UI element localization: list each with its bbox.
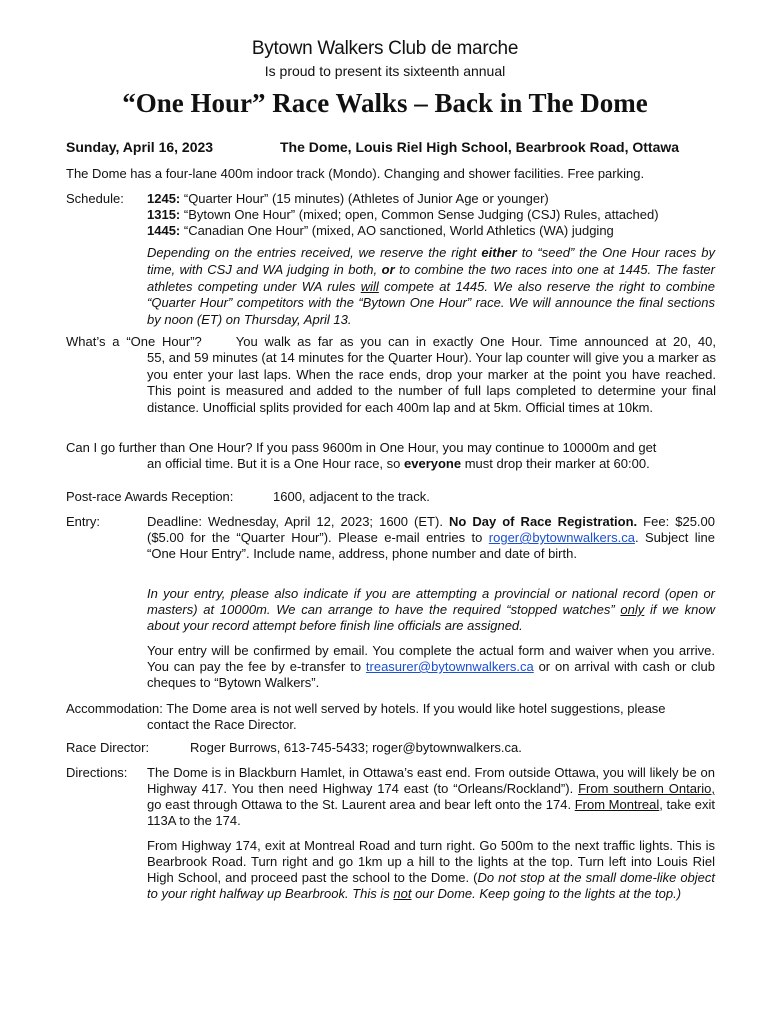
further-body: an official time. But it is a One Hour race, so everyone must drop their marker at 60:00. bbox=[147, 456, 650, 471]
awards-value: 1600, adjacent to the track. bbox=[273, 489, 430, 504]
record-note: In your entry, please also indicate if you are attempting a provincial or national record (open or masters) at 10000m. We can arrange to have the required “stopped watches” only if we know about your record attempt before finish line officials are assigned. bbox=[147, 586, 715, 633]
schedule-time: 1315: bbox=[147, 207, 181, 222]
entry-details: Deadline: Wednesday, April 12, 2023; 1600 (ET). No Day of Race Registration. Fee: $25.00 ($5.00 for the “Quarter Hour”). Please e-mail entries to roger@bytownwalkers.ca. Subject line “One Hour Entry”. Include name, address, phone number and date of birth. bbox=[147, 514, 715, 561]
accommodation-body: contact the Race Director. bbox=[147, 717, 297, 732]
directions-label: Directions: bbox=[66, 765, 128, 780]
further-first-line: Can I go further than One Hour? If you pass 9600m in One Hour, you may continue to 10000m and get bbox=[66, 440, 657, 455]
what-body: 55, and 59 minutes (at 14 minutes for the Quarter Hour). Your lap counter will give you a marker as you enter your last laps. When the race ends, drop your marker at the point you have reached. This point is measured and added to the number of full laps completed to determine your final distance. Unofficial splits provided for each 400m lap and at 5km. Official times at 10km. bbox=[147, 350, 716, 415]
schedule-list bbox=[147, 191, 717, 239]
schedule-text: “Canadian One Hour” (mixed, AO sanctioned, World Athletics (WA) judging bbox=[180, 223, 614, 238]
entry-confirmation: Your entry will be confirmed by email. You complete the actual form and waiver when you arrive. You can pay the fee by e-transfer to treasurer@bytownwalkers.ca or on arrival with cash or club cheques to “Bytown Walkers”. bbox=[147, 643, 715, 690]
schedule-note: Depending on the entries received, we reserve the right either to “seed” the One Hour races by time, with CSJ and WA judging in both, or to combine the two races into one at 1445. The faster athletes competing under WA rules will compete at 1445. We also reserve the right to combine “Quarter Hour” competitors with the “Bytown One Hour” race. We will announce the final sections by noon (ET) on Thursday, April 13. bbox=[147, 245, 715, 328]
director-label: Race Director: bbox=[66, 740, 150, 755]
schedule-text: “Bytown One Hour” (mixed; open, Common Sense Judging (CSJ) Rules, attached) bbox=[180, 207, 659, 222]
accommodation-first-line: Accommodation: The Dome area is not well served by hotels. If you would like hotel suggestions, please bbox=[66, 701, 666, 716]
what-is-one-hour bbox=[66, 334, 716, 416]
event-venue: The Dome, Louis Riel High School, Bearbrook Road, Ottawa bbox=[280, 139, 680, 155]
what-label: What’s a “One Hour”? bbox=[66, 334, 202, 349]
schedule-label: Schedule: bbox=[66, 191, 124, 206]
schedule-time: 1245: bbox=[147, 191, 181, 206]
event-date: Sunday, April 16, 2023 bbox=[66, 139, 214, 155]
treasurer-email-link[interactable]: treasurer@bytownwalkers.ca bbox=[365, 659, 534, 674]
intro-line: Is proud to present its sixteenth annual bbox=[264, 63, 506, 79]
directions-paragraph-1: The Dome is in Blackburn Hamlet, in Ottawa’s east end. From outside Ottawa, you will likely be on Highway 417. You then need Highway 174 east (to “Orleans/Rockland”). From southern Ontario, go east through Ottawa to the St. Laurent area and bear left onto the 174. From Montreal, take exit 113A to the 174. bbox=[147, 765, 715, 828]
club-name: Bytown Walkers Club de marche bbox=[251, 38, 519, 59]
schedule-time: 1445: bbox=[147, 223, 181, 238]
schedule-item bbox=[147, 223, 717, 239]
event-title: “One Hour” Race Walks – Back in The Dome bbox=[122, 88, 648, 118]
accommodation bbox=[66, 701, 718, 733]
schedule-item bbox=[147, 207, 717, 223]
schedule-text: “Quarter Hour” (15 minutes) (Athletes of Junior Age or younger) bbox=[180, 191, 549, 206]
awards-label: Post-race Awards Reception: bbox=[66, 489, 234, 504]
entry-label: Entry: bbox=[66, 514, 100, 529]
what-first-line: What’s a “One Hour”? You walk as far as you can in exactly One Hour. Time announced at 20, 40, bbox=[66, 334, 716, 349]
director-value: Roger Burrows, 613-745-5433; roger@bytownwalkers.ca. bbox=[190, 740, 522, 755]
entry-email-link[interactable]: roger@bytownwalkers.ca bbox=[488, 530, 635, 545]
venue-description: The Dome has a four-lane 400m indoor track (Mondo). Changing and shower facilities. Free parking. bbox=[66, 166, 645, 181]
go-further bbox=[66, 440, 718, 472]
schedule-item bbox=[147, 191, 717, 207]
directions-paragraph-2: From Highway 174, exit at Montreal Road and turn right. Go 500m to the next traffic lights. This is Bearbrook Road. Turn right and go 1km up a hill to the lights at the top. Turn left into Louis Riel High School, and proceed past the school to the Dome. (Do not stop at the small dome-like object to your right halfway up Bearbrook. This is not our Dome. Keep going to the lights at the top.) bbox=[147, 838, 716, 901]
